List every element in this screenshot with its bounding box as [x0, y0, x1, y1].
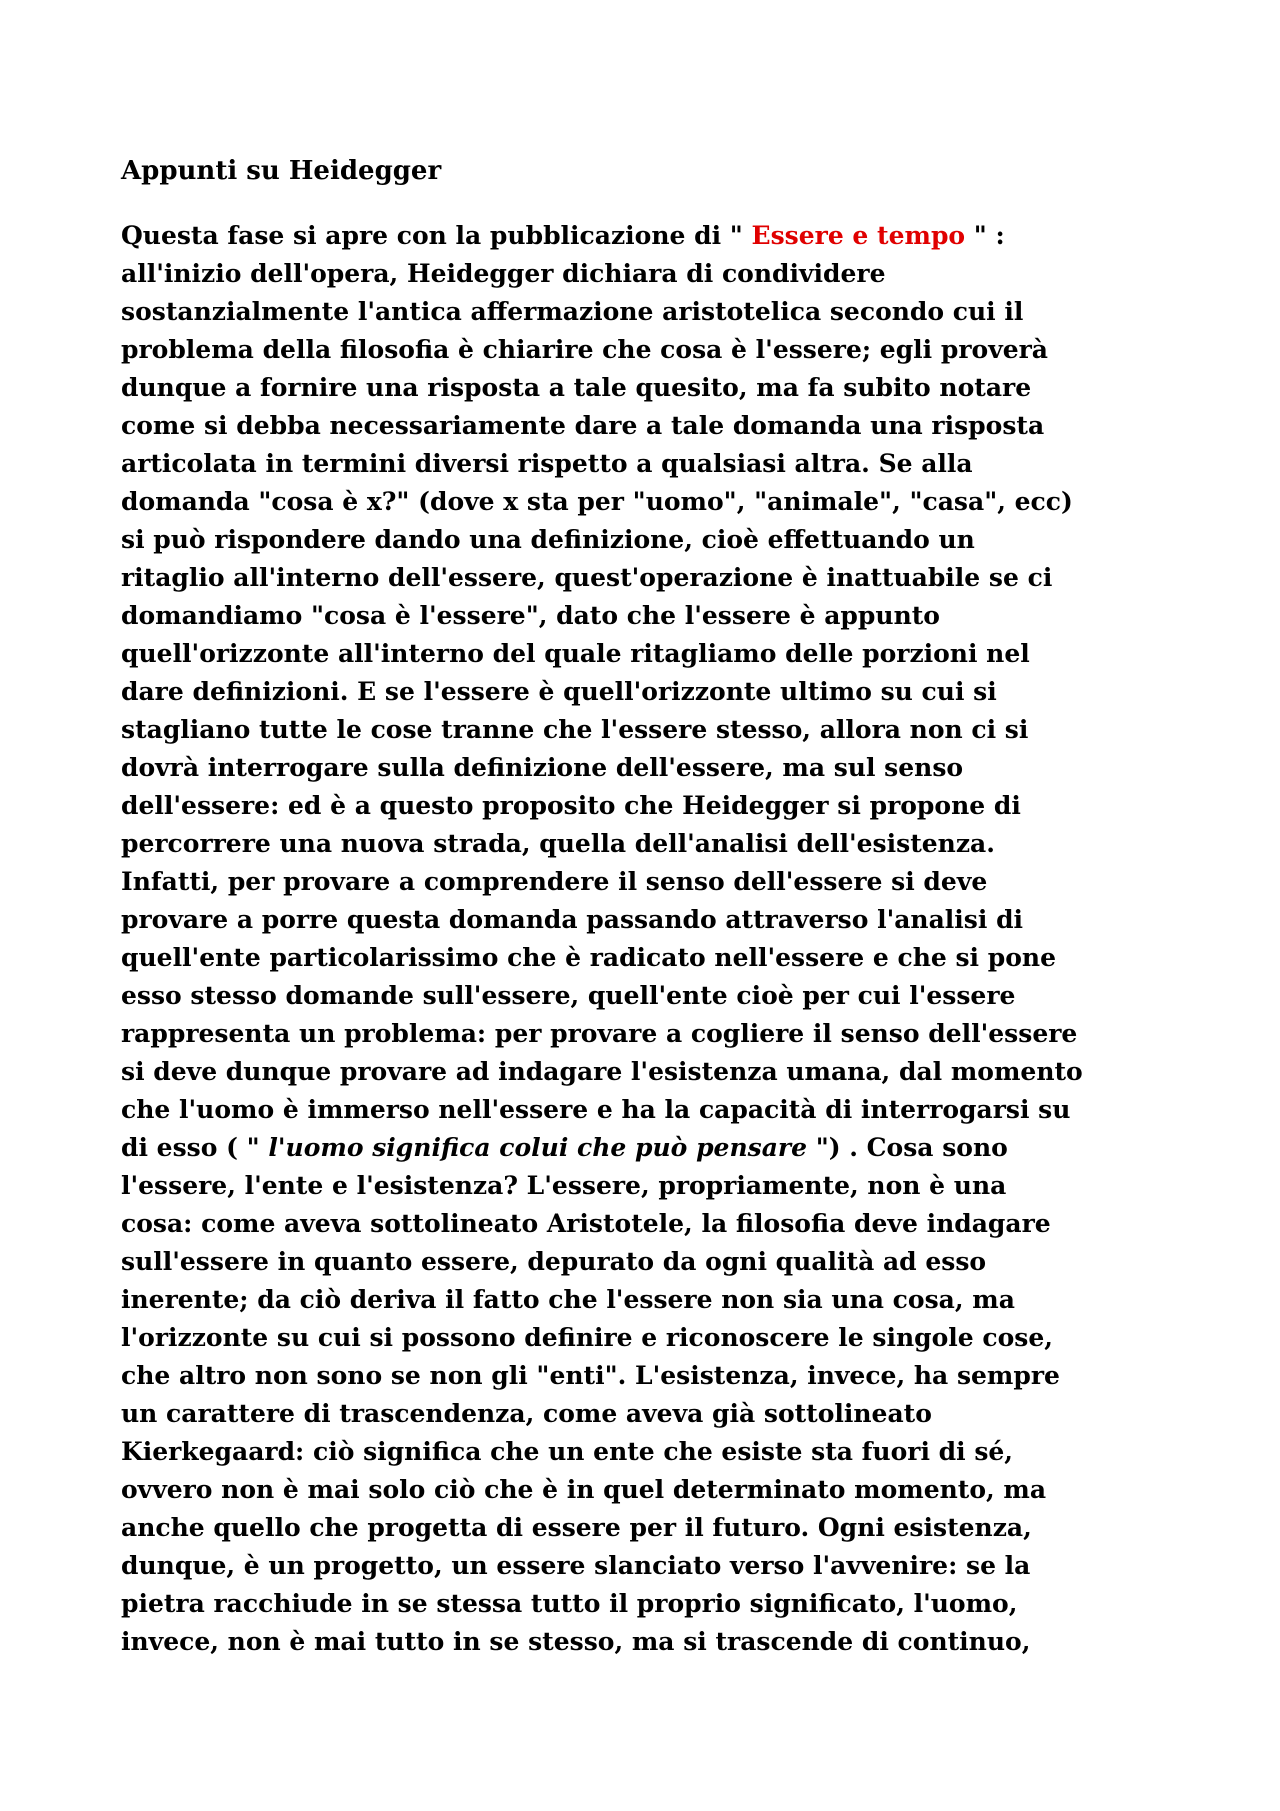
text-line: problema della filosofia è chiarire che cosa è l'essere; egli proverà: [121, 335, 1049, 364]
text-segment: ") . Cosa sono: [806, 1133, 1008, 1162]
text-line: [121, 1129, 1181, 1167]
text-line: ovvero non è mai solo ciò che è in quel determinato momento, ma: [121, 1475, 1047, 1504]
text-line: articolata in termini diversi rispetto a qualsiasi altra. Se alla: [121, 449, 973, 478]
text-line: stagliano tutte le cose tranne che l'essere stesso, allora non ci si: [121, 715, 1029, 744]
text-line: l'essere, l'ente e l'esistenza? L'essere, propriamente, non è una: [121, 1171, 1007, 1200]
text-line: dovrà interrogare sulla definizione dell'essere, ma sul senso: [121, 753, 964, 782]
text-line: [121, 217, 1181, 255]
text-line: esso stesso domande sull'essere, quell'ente cioè per cui l'essere: [121, 981, 1016, 1010]
text-line: sull'essere in quanto essere, depurato da ogni qualità ad esso: [121, 1247, 987, 1276]
book-title-highlight: Essere e tempo: [751, 221, 966, 250]
text-line: che l'uomo è immerso nell'essere e ha la capacità di interrogarsi su: [121, 1095, 1071, 1124]
text-line: dunque, è un progetto, un essere slanciato verso l'avvenire: se la: [121, 1551, 1031, 1580]
text-line: Infatti, per provare a comprendere il senso dell'essere si deve: [121, 867, 988, 896]
text-segment: " :: [965, 221, 1005, 250]
text-line: rappresenta un problema: per provare a cogliere il senso dell'essere: [121, 1019, 1078, 1048]
text-line: l'orizzonte su cui si possono definire e riconoscere le singole cose,: [121, 1323, 1053, 1352]
body-text: [121, 217, 1181, 1661]
text-line: anche quello che progetta di essere per il futuro. Ogni esistenza,: [121, 1513, 1032, 1542]
text-line: percorrere una nuova strada, quella dell'analisi dell'esistenza.: [121, 829, 995, 858]
text-line: quell'orizzonte all'interno del quale ritagliamo delle porzioni nel: [121, 639, 1030, 668]
text-line: provare a porre questa domanda passando attraverso l'analisi di: [121, 905, 1024, 934]
text-line: ritaglio all'interno dell'essere, quest'operazione è inattuabile se ci: [121, 563, 1053, 592]
italic-quote: l'uomo significa colui che può pensare: [268, 1133, 807, 1162]
text-segment: Questa fase si apre con la pubblicazione di ": [121, 221, 752, 250]
text-line: cosa: come aveva sottolineato Aristotele, la filosofia deve indagare: [121, 1209, 1051, 1238]
text-line: dare definizioni. E se l'essere è quell'orizzonte ultimo su cui si: [121, 677, 997, 706]
text-line: che altro non sono se non gli "enti". L'esistenza, invece, ha sempre: [121, 1361, 1060, 1390]
text-line: all'inizio dell'opera, Heidegger dichiara di condividere: [121, 259, 886, 288]
text-line: sostanzialmente l'antica affermazione aristotelica secondo cui il: [121, 297, 1024, 326]
text-line: invece, non è mai tutto in se stesso, ma si trascende di continuo,: [121, 1627, 1031, 1656]
text-line: si può rispondere dando una definizione, cioè effettuando un: [121, 525, 975, 554]
text-line: un carattere di trascendenza, come aveva già sottolineato: [121, 1399, 932, 1428]
text-line: dunque a fornire una risposta a tale quesito, ma fa subito notare: [121, 373, 1032, 402]
text-line: si deve dunque provare ad indagare l'esistenza umana, dal momento: [121, 1057, 1083, 1086]
text-line: quell'ente particolarissimo che è radicato nell'essere e che si pone: [121, 943, 1056, 972]
text-line: domandiamo "cosa è l'essere", dato che l'essere è appunto: [121, 601, 940, 630]
text-line: come si debba necessariamente dare a tale domanda una risposta: [121, 411, 1045, 440]
text-line: inerente; da ciò deriva il fatto che l'essere non sia una cosa, ma: [121, 1285, 1015, 1314]
text-line: pietra racchiude in se stessa tutto il proprio significato, l'uomo,: [121, 1589, 1018, 1618]
text-line: dell'essere: ed è a questo proposito che Heidegger si propone di: [121, 791, 1021, 820]
text-line: domanda "cosa è x?" (dove x sta per "uomo", "animale", "casa", ecc): [121, 487, 1073, 516]
text-segment: di esso ( ": [121, 1133, 269, 1162]
page-title: Appunti su Heidegger: [121, 156, 442, 186]
text-line: Kierkegaard: ciò significa che un ente che esiste sta fuori di sé,: [121, 1437, 1014, 1466]
